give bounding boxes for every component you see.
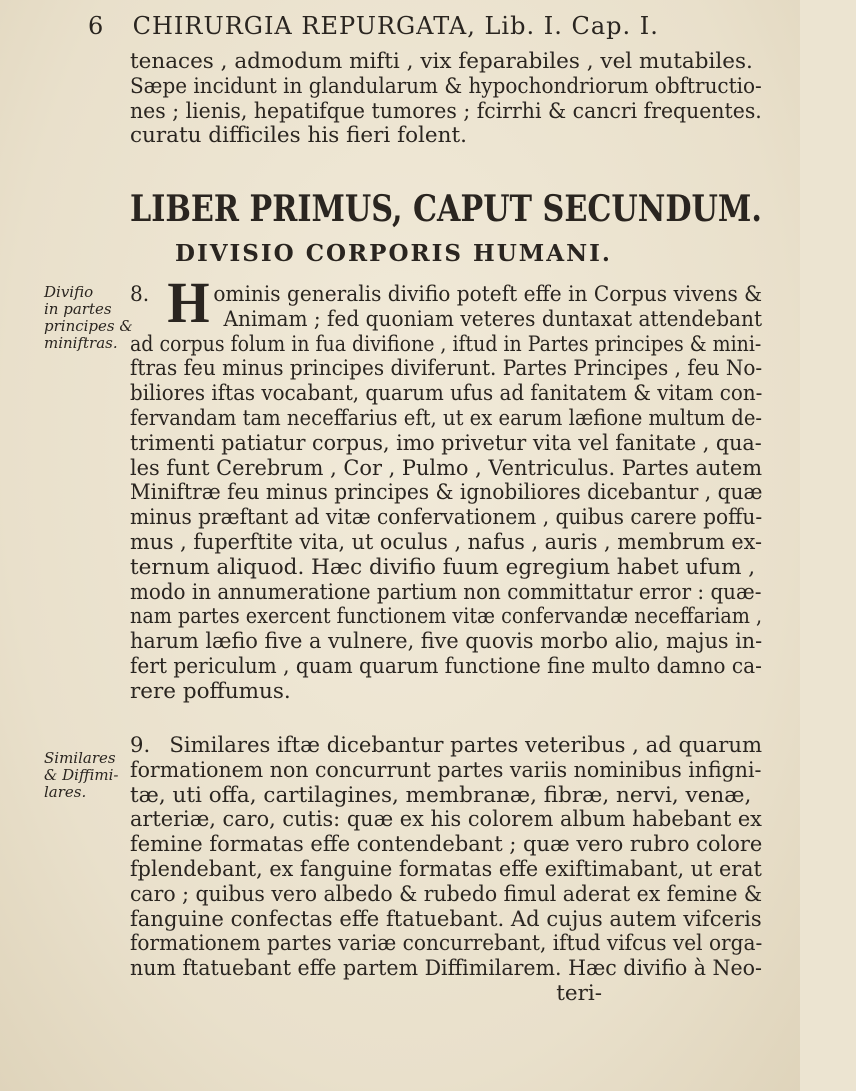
paragraph-8 xyxy=(130,270,763,705)
margin-line: in partes xyxy=(44,300,112,318)
running-header xyxy=(88,12,740,40)
text-line: Animam ; fed quoniam veteres duntaxat attendebant xyxy=(223,306,763,332)
text-line: fplendebant, ex fanguine formatas effe exiftimabant, ut erat xyxy=(130,856,762,882)
paragraph-number: 9. xyxy=(130,733,151,758)
text-line: Miniftræ feu minus principes & ignobiliores dicebantur , quæ xyxy=(130,480,763,506)
margin-line: & Diffimi- xyxy=(44,766,119,784)
text-line: formationem non concurrunt partes variis nominibus infigni- xyxy=(130,757,762,783)
text-line: minus præftant ad vitæ confervationem , quibus carere poffu- xyxy=(130,505,763,531)
text-line: Sæpe incidunt in glandularum & hypochondriorum obftructio- xyxy=(130,73,762,99)
margin-line: Similares xyxy=(44,749,116,767)
text-line: fanguine confectas effe ftatuebant. Ad cujus autem vifceris xyxy=(130,906,762,932)
text-line: trimenti patiatur corpus, imo privetur vita vel fanitate , qua- xyxy=(130,430,762,456)
text-line: fervandam tam neceffarius eft, ut ex earum læfione multum de- xyxy=(130,405,763,431)
margin-line: lares. xyxy=(44,783,87,801)
page-number: 6 xyxy=(88,12,105,40)
text-line: caro ; quibus vero albedo & rubedo fimul aderat ex femine & xyxy=(130,881,763,907)
section-heading: LIBER PRIMUS, CAPUT SECUNDUM. xyxy=(130,188,762,230)
text-line: arteriæ, caro, cutis: quæ ex his colorem album habebant ex xyxy=(130,807,762,833)
text-fragment: ominis generalis divifio poteft effe in Corpus vivens & xyxy=(213,282,763,307)
text-line: femine formatas effe contendebant ; quæ vero rubro colore xyxy=(130,832,763,858)
text-fragment: Similares iftæ dicebantur partes veteribus , ad quarum xyxy=(169,733,763,758)
text-line: curatu difficiles his fieri folent. xyxy=(130,123,467,149)
text-line: biliores iftas vocabant, quarum ufus ad fanitatem & vitam con- xyxy=(130,381,763,407)
text-line: ternum aliquod. Hæc divifio fuum egregium habet ufum , xyxy=(130,554,756,580)
text-line: ftras feu minus principes diviferunt. Partes Principes , feu No- xyxy=(130,356,763,382)
text-line: ad corpus folum in fua divifione , iftud in Partes principes & mini- xyxy=(130,331,762,357)
text-line: nes ; lienis, hepatifque tumores ; fcirrhi & cancri frequentes. xyxy=(130,98,762,124)
text-line: les funt Cerebrum , Cor , Pulmo , Ventriculus. Partes autem xyxy=(130,455,763,481)
intro-paragraph xyxy=(130,50,762,149)
paragraph-9 xyxy=(130,734,762,1007)
margin-line: principes & xyxy=(44,317,133,335)
catchword: teri- xyxy=(556,980,602,1006)
margin-line: Divifio xyxy=(44,283,94,301)
text-line: tenaces , admodum mifti , vix feparabiles , vel mutabiles. xyxy=(130,49,753,74)
margin-line: miniftras. xyxy=(44,334,118,352)
text-line: rere poffumus. xyxy=(130,678,291,704)
marginal-note-divisio xyxy=(44,283,133,352)
section-subheading: DIVISIO CORPORIS HUMANI. xyxy=(175,240,612,267)
text-line: fert periculum , quam quarum functione fine multo damno ca- xyxy=(130,653,762,679)
text-line: modo in annumeratione partium non committatur error : quæ- xyxy=(130,579,762,605)
text-line: formationem partes variæ concurrebant, iftud vifcus vel orga- xyxy=(130,931,763,957)
text-line: harum læfio five a vulnere, five quovis morbo alio, majus in- xyxy=(130,629,763,655)
text-line: tæ, uti offa, cartilagines, membranæ, fibræ, nervi, venæ, xyxy=(130,782,752,808)
marginal-note-similares xyxy=(44,750,126,801)
drop-cap: H xyxy=(167,270,210,335)
text-line: num ftatuebant effe partem Diffimilarem. Hæc divifio à Neo- xyxy=(130,956,762,982)
text-line xyxy=(130,734,762,759)
text-line: mus , fuperftite vita, ut oculus , nafus , auris , membrum ex- xyxy=(130,529,762,555)
running-title: CHIRURGIA REPURGATA, Lib. I. Cap. I. xyxy=(132,12,659,40)
text-line: nam partes exercent functionem vitæ confervandæ neceffariam , xyxy=(130,604,763,630)
paragraph-number: 8. xyxy=(130,282,150,307)
